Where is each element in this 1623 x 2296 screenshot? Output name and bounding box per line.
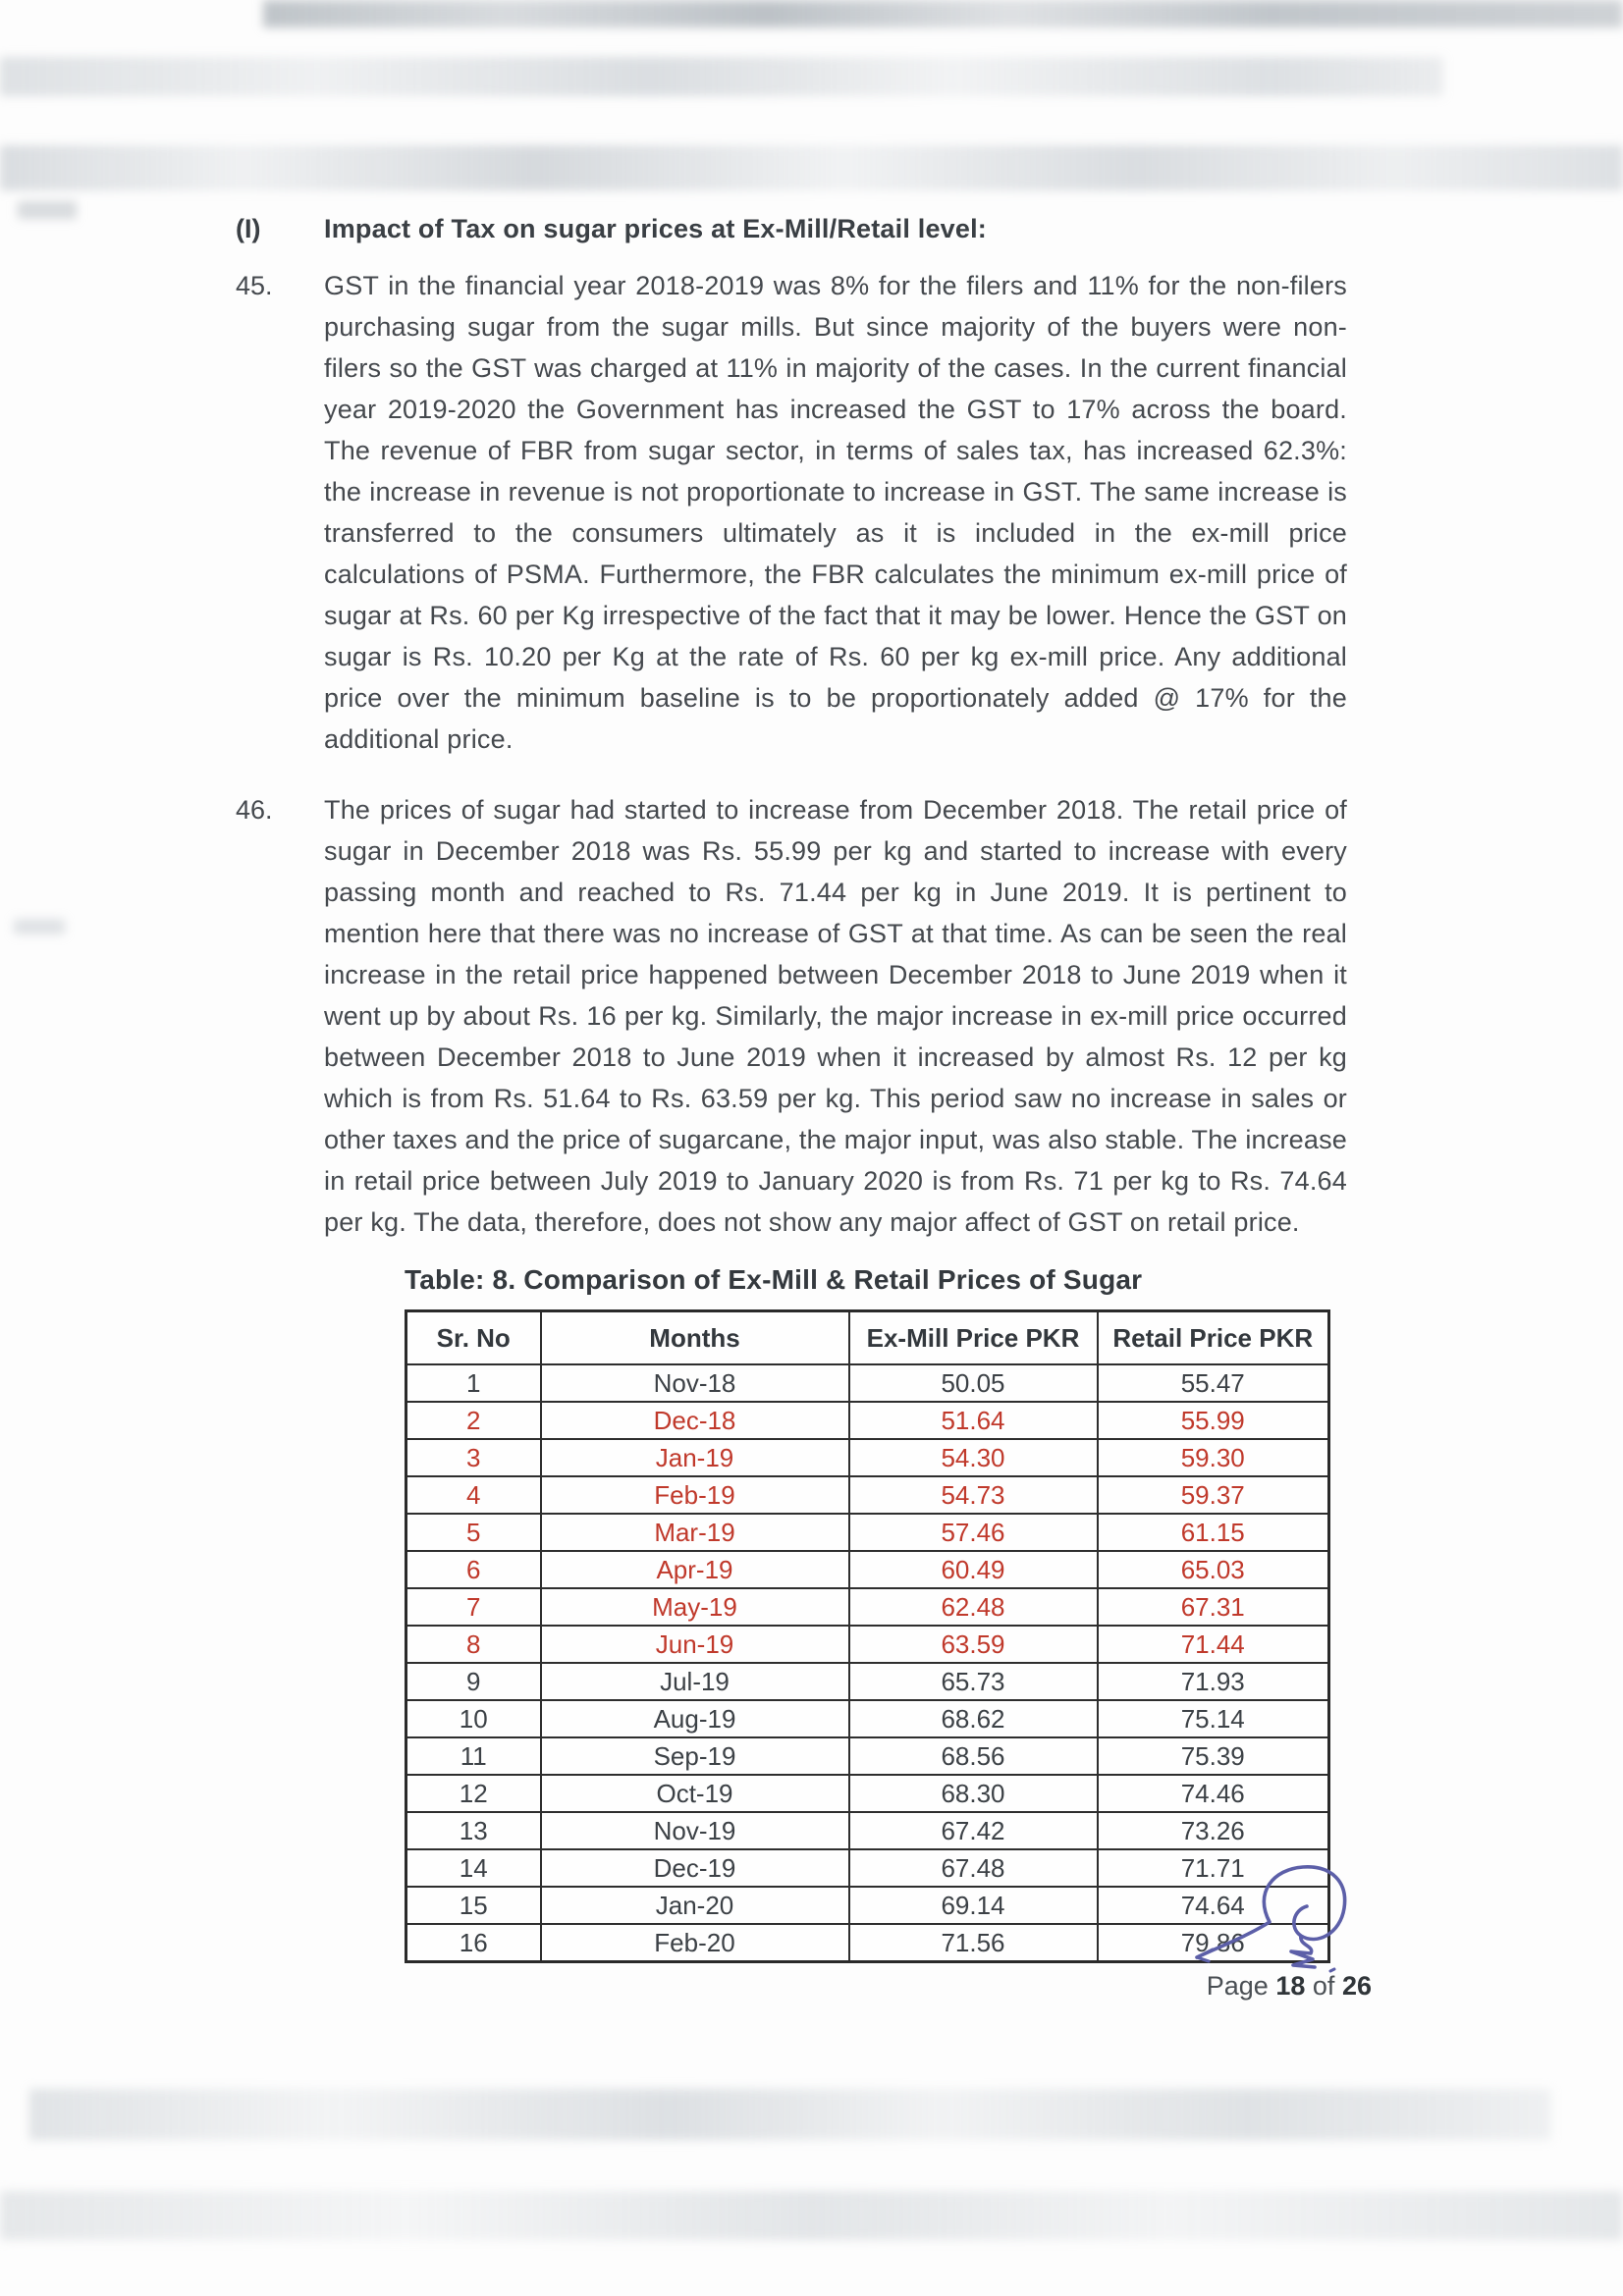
table-row: [406, 1402, 1329, 1439]
scan-smudge-bottom-1: [29, 2089, 1551, 2140]
cell-sr-no: 3: [406, 1439, 541, 1476]
cell-month: Feb-19: [541, 1476, 849, 1514]
cell-month: Mar-19: [541, 1514, 849, 1551]
scan-smudge-bottom-2: [0, 2191, 1623, 2240]
cell-ex-mill-price: 68.62: [849, 1700, 1098, 1737]
cell-ex-mill-price: 51.64: [849, 1402, 1098, 1439]
cell-ex-mill-price: 67.42: [849, 1812, 1098, 1849]
cell-month: May-19: [541, 1588, 849, 1626]
section-heading-row: [0, 208, 1623, 249]
table-row: [406, 1476, 1329, 1514]
cell-ex-mill-price: 50.05: [849, 1364, 1098, 1402]
cell-retail-price: 71.71: [1098, 1849, 1329, 1887]
table-row: [406, 1439, 1329, 1476]
paragraph-number: 46.: [236, 795, 273, 825]
cell-sr-no: 6: [406, 1551, 541, 1588]
table-row: [406, 1514, 1329, 1551]
cell-ex-mill-price: 68.30: [849, 1775, 1098, 1812]
cell-retail-price: 55.47: [1098, 1364, 1329, 1402]
cell-month: Aug-19: [541, 1700, 849, 1737]
footer-of-word: of: [1312, 1971, 1335, 2001]
cell-sr-no: 12: [406, 1775, 541, 1812]
footer-total-pages: 26: [1341, 1971, 1372, 2001]
cell-retail-price: 59.37: [1098, 1476, 1329, 1514]
cell-sr-no: 1: [406, 1364, 541, 1402]
cell-month: Sep-19: [541, 1737, 849, 1775]
cell-ex-mill-price: 65.73: [849, 1663, 1098, 1700]
table-row: [406, 1700, 1329, 1737]
cell-sr-no: 15: [406, 1887, 541, 1924]
cell-sr-no: 9: [406, 1663, 541, 1700]
cell-retail-price: 74.64: [1098, 1887, 1329, 1924]
price-table-block: [405, 1264, 1327, 1963]
paragraph-45: [0, 265, 1623, 760]
cell-retail-price: 75.39: [1098, 1737, 1329, 1775]
cell-sr-no: 8: [406, 1626, 541, 1663]
table-row: [406, 1551, 1329, 1588]
paragraph-text: GST in the financial year 2018-2019 was 8% for the filers and 11% for the non-filers purchasing sugar from the sugar mills. But since majority of the buyers were non-filers so the GST was charged at 11% in majority of the cases. In the current financial year 2019-2020 the Government has increased the GST to 17% across the board. The revenue of FBR from sugar sector, in terms of sales tax, has increased 62.3%: the increase in revenue is not proportionate to increase in GST. The same increase is transferred to the consumers ultimately as it is included in the ex-mill price calculations of PSMA. Furthermore, the FBR calculates the minimum ex-mill price of sugar at Rs. 60 per Kg irrespective of the fact that it may be lower. Hence the GST on sugar is Rs. 10.20 per Kg at the rate of Rs. 60 per kg ex-mill price. Any additional price over the minimum baseline is to be proportionately added @ 17% for the additional price.: [324, 271, 1347, 754]
cell-retail-price: 65.03: [1098, 1551, 1329, 1588]
table-row: [406, 1626, 1329, 1663]
paragraph-text: The prices of sugar had started to increase from December 2018. The retail price of sugar in December 2018 was Rs. 55.99 per kg and started to increase with every passing month and reached to Rs. 71.44 per kg in June 2019. It is pertinent to mention here that there was no increase of GST at that time. As can be seen the real increase in the retail price happened between December 2018 to June 2019 when it went up by about Rs. 16 per kg. Similarly, the major increase in ex-mill price occurred between December 2018 to June 2019 when it increased by almost Rs. 12 per kg which is from Rs. 51.64 to Rs. 63.59 per kg. This period saw no increase in sales or other taxes and the price of sugarcane, the major input, was also stable. The increase in retail price between July 2019 to January 2020 is from Rs. 71 per kg to Rs. 74.64 per kg. The data, therefore, does not show any major affect of GST on retail price.: [324, 795, 1347, 1237]
cell-ex-mill-price: 68.56: [849, 1737, 1098, 1775]
cell-sr-no: 4: [406, 1476, 541, 1514]
column-header-months: Months: [541, 1311, 849, 1365]
cell-ex-mill-price: 69.14: [849, 1887, 1098, 1924]
section-label: (I): [236, 214, 261, 243]
footer-page-number: 18: [1275, 1971, 1306, 2001]
cell-retail-price: 55.99: [1098, 1402, 1329, 1439]
column-header-retail: Retail Price PKR: [1098, 1311, 1329, 1365]
cell-month: Nov-19: [541, 1812, 849, 1849]
cell-ex-mill-price: 62.48: [849, 1588, 1098, 1626]
page-footer: [1207, 1971, 1372, 2002]
cell-sr-no: 16: [406, 1924, 541, 1962]
signature-stroke: [1197, 1867, 1345, 1967]
table-row: [406, 1737, 1329, 1775]
cell-ex-mill-price: 67.48: [849, 1849, 1098, 1887]
column-header-ex-mill: Ex-Mill Price PKR: [849, 1311, 1098, 1365]
cell-ex-mill-price: 54.73: [849, 1476, 1098, 1514]
paragraph-46: [0, 789, 1623, 1243]
footer-page-word: Page: [1206, 1971, 1269, 2001]
cell-retail-price: 59.30: [1098, 1439, 1329, 1476]
cell-month: Jan-19: [541, 1439, 849, 1476]
cell-month: Dec-19: [541, 1849, 849, 1887]
table-row: [406, 1812, 1329, 1849]
cell-retail-price: 61.15: [1098, 1514, 1329, 1551]
table-title: Table: 8. Comparison of Ex-Mill & Retail Prices of Sugar: [405, 1264, 1143, 1295]
cell-month: Feb-20: [541, 1924, 849, 1962]
column-header-sr-no: Sr. No: [406, 1311, 541, 1365]
cell-month: Apr-19: [541, 1551, 849, 1588]
cell-month: Nov-18: [541, 1364, 849, 1402]
cell-sr-no: 7: [406, 1588, 541, 1626]
cell-month: Jan-20: [541, 1887, 849, 1924]
table-header-row: [406, 1311, 1329, 1365]
cell-month: Dec-18: [541, 1402, 849, 1439]
table-row: [406, 1588, 1329, 1626]
cell-month: Jul-19: [541, 1663, 849, 1700]
cell-sr-no: 10: [406, 1700, 541, 1737]
cell-sr-no: 14: [406, 1849, 541, 1887]
cell-retail-price: 79.86: [1098, 1924, 1329, 1962]
cell-ex-mill-price: 60.49: [849, 1551, 1098, 1588]
cell-retail-price: 71.44: [1098, 1626, 1329, 1663]
cell-sr-no: 5: [406, 1514, 541, 1551]
cell-sr-no: 13: [406, 1812, 541, 1849]
cell-ex-mill-price: 63.59: [849, 1626, 1098, 1663]
table-row: [406, 1775, 1329, 1812]
cell-ex-mill-price: 54.30: [849, 1439, 1098, 1476]
cell-retail-price: 74.46: [1098, 1775, 1329, 1812]
cell-retail-price: 73.26: [1098, 1812, 1329, 1849]
cell-sr-no: 11: [406, 1737, 541, 1775]
table-row: [406, 1364, 1329, 1402]
signature-scribble-icon: [1183, 1863, 1389, 1979]
table-row: [406, 1663, 1329, 1700]
paragraph-number: 45.: [236, 271, 273, 300]
cell-retail-price: 71.93: [1098, 1663, 1329, 1700]
cell-sr-no: 2: [406, 1402, 541, 1439]
cell-ex-mill-price: 71.56: [849, 1924, 1098, 1962]
cell-month: Oct-19: [541, 1775, 849, 1812]
cell-month: Jun-19: [541, 1626, 849, 1663]
section-heading: Impact of Tax on sugar prices at Ex-Mill/Retail level:: [324, 214, 987, 243]
cell-retail-price: 75.14: [1098, 1700, 1329, 1737]
cell-retail-price: 67.31: [1098, 1588, 1329, 1626]
cell-ex-mill-price: 57.46: [849, 1514, 1098, 1551]
